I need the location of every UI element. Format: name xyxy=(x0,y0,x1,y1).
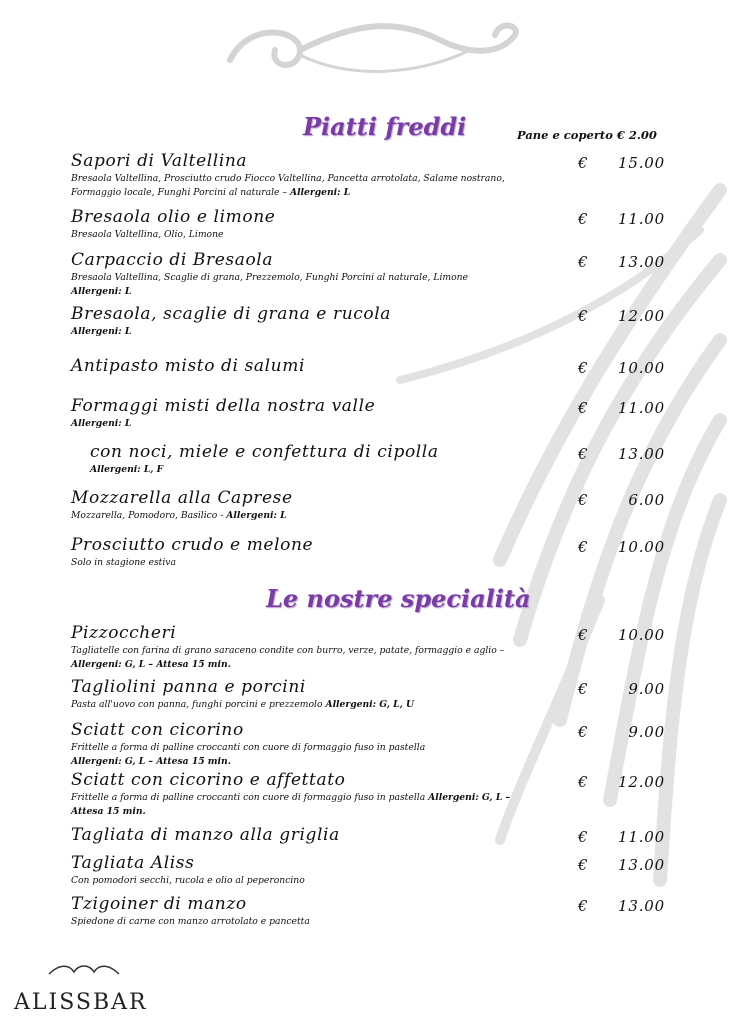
menu-item xyxy=(71,893,591,929)
item-price: 10.00 xyxy=(618,626,665,644)
item-name: Tagliolini panna e porcini xyxy=(71,677,306,697)
item-name: Sapori di Valtellina xyxy=(71,151,248,171)
item-price: 11.00 xyxy=(618,399,665,417)
item-ingredients: Pasta all'uovo con panna, funghi porcini e prezzemolo xyxy=(71,699,326,710)
menu-item xyxy=(71,150,591,199)
currency-symbol: € xyxy=(578,253,588,271)
menu-item xyxy=(71,769,591,818)
cover-charge: Pane e coperto € 2.00 xyxy=(517,128,657,142)
currency-symbol: € xyxy=(578,491,588,509)
item-allergens: Allergeni: G, L, U xyxy=(325,699,415,710)
item-ingredients: Frittelle a forma di palline croccanti con cuore di formaggio fuso in pastella xyxy=(71,792,429,803)
menu-item xyxy=(71,534,591,570)
item-description xyxy=(71,741,541,768)
item-price: 9.00 xyxy=(628,723,665,741)
item-description xyxy=(71,556,541,570)
item-name: con noci, miele e confettura di cipolla xyxy=(90,442,439,462)
item-ingredients: Spiedone di carne con manzo arrotolato e pancetta xyxy=(71,916,310,927)
item-allergens: Allergeni: L, F xyxy=(90,464,164,475)
item-price: 13.00 xyxy=(618,897,665,915)
item-price: 9.00 xyxy=(628,680,665,698)
item-name: Mozzarella alla Caprese xyxy=(71,488,293,508)
item-price: 12.00 xyxy=(618,773,665,791)
item-allergens: Allergeni: L xyxy=(289,186,351,198)
section-title-piatti-freddi: Piatti freddi xyxy=(303,112,467,141)
item-description xyxy=(71,509,541,523)
item-ingredients: Mozzarella, Pomodoro, Basilico - xyxy=(71,510,227,521)
item-name: Tagliata di manzo alla griglia xyxy=(71,825,340,845)
menu-item xyxy=(71,622,591,671)
item-allergens: Allergeni: L xyxy=(71,418,132,429)
item-price: 13.00 xyxy=(618,856,665,874)
item-description xyxy=(71,915,541,929)
flourish-ornament-icon xyxy=(230,26,516,72)
menu-item xyxy=(71,206,591,242)
item-price: 10.00 xyxy=(618,538,665,556)
item-name: Carpaccio di Bresaola xyxy=(71,250,274,270)
item-name: Bresaola, scaglie di grana e rucola xyxy=(71,304,391,324)
item-price: 13.00 xyxy=(618,253,665,271)
item-description xyxy=(71,172,541,199)
item-ingredients: Frittelle a forma di palline croccanti con cuore di formaggio fuso in pastella xyxy=(71,742,426,753)
menu-item xyxy=(71,824,591,846)
currency-symbol: € xyxy=(578,399,588,417)
menu-item xyxy=(71,487,591,523)
item-description xyxy=(71,874,541,888)
item-ingredients: Bresaola Valtellina, Prosciutto crudo Fiocco Valtellina, Pancetta arrotolata, Salame nostrano, Formaggio locale, Funghi Porcini al naturale – xyxy=(71,173,505,198)
item-name: Pizzoccheri xyxy=(71,623,177,643)
item-price: 6.00 xyxy=(628,491,665,509)
item-price: 15.00 xyxy=(618,154,665,172)
item-description xyxy=(71,228,541,242)
currency-symbol: € xyxy=(578,626,588,644)
item-price: 11.00 xyxy=(618,828,665,846)
item-ingredients: Tagliatelle con farina di grano saraceno condite con burro, verze, patate, formaggio e aglio – xyxy=(71,645,505,656)
item-allergens: Allergeni: G, L – Attesa 15 min. xyxy=(71,792,511,817)
item-name: Sciatt con cicorino e affettato xyxy=(71,770,346,790)
item-allergens: Allergeni: L xyxy=(226,510,287,521)
logo-text: ALISSBAR xyxy=(14,990,148,1015)
currency-symbol: € xyxy=(578,828,588,846)
currency-symbol: € xyxy=(578,154,588,172)
item-price: 13.00 xyxy=(618,445,665,463)
currency-symbol: € xyxy=(578,538,588,556)
currency-symbol: € xyxy=(578,359,588,377)
item-price: 11.00 xyxy=(618,210,665,228)
item-allergens: Allergeni: L xyxy=(71,326,132,337)
item-ingredients: Bresaola Valtellina, Olio, Limone xyxy=(71,229,224,240)
item-description xyxy=(71,325,541,339)
currency-symbol: € xyxy=(578,445,588,463)
item-description xyxy=(71,644,541,671)
menu-item xyxy=(71,249,591,298)
item-name: Sciatt con cicorino xyxy=(71,720,244,740)
menu-item xyxy=(71,303,591,339)
menu-item xyxy=(71,852,591,888)
item-description xyxy=(71,417,541,431)
item-name: Formaggi misti della nostra valle xyxy=(71,396,376,416)
currency-symbol: € xyxy=(578,773,588,791)
menu-item xyxy=(71,719,591,768)
item-allergens: Allergeni: G, L – Attesa 15 min. xyxy=(71,658,231,670)
currency-symbol: € xyxy=(578,856,588,874)
section-title-specialita: Le nostre specialità xyxy=(266,584,531,613)
currency-symbol: € xyxy=(578,897,588,915)
item-name: Tagliata Aliss xyxy=(71,853,195,873)
item-description xyxy=(71,698,541,712)
item-name: Bresaola olio e limone xyxy=(71,207,276,227)
currency-symbol: € xyxy=(578,210,588,228)
currency-symbol: € xyxy=(578,723,588,741)
item-ingredients: Con pomodori secchi, rucola e olio al peperoncino xyxy=(71,875,305,886)
item-description xyxy=(71,791,541,818)
currency-symbol: € xyxy=(578,680,588,698)
menu-item xyxy=(71,676,591,712)
menu-item xyxy=(90,441,610,477)
item-allergens: Allergeni: L xyxy=(71,285,132,297)
item-allergens: Allergeni: G, L – Attesa 15 min. xyxy=(71,755,231,767)
item-name: Tzigoiner di manzo xyxy=(71,894,247,914)
item-price: 10.00 xyxy=(618,359,665,377)
alissbar-logo xyxy=(14,990,148,1015)
item-ingredients: Bresaola Valtellina, Scaglie di grana, Prezzemolo, Funghi Porcini al naturale, Limone xyxy=(71,272,468,283)
item-ingredients: Solo in stagione estiva xyxy=(71,557,176,568)
item-description xyxy=(90,463,560,477)
menu-item xyxy=(71,395,591,431)
logo-flourish-icon xyxy=(44,964,124,980)
item-description xyxy=(71,271,541,298)
item-price: 12.00 xyxy=(618,307,665,325)
menu-item xyxy=(71,355,591,377)
currency-symbol: € xyxy=(578,307,588,325)
item-name: Antipasto misto di salumi xyxy=(71,356,305,376)
item-name: Prosciutto crudo e melone xyxy=(71,535,314,555)
